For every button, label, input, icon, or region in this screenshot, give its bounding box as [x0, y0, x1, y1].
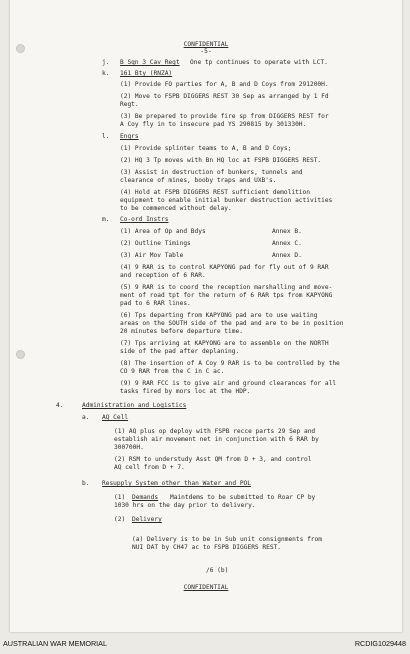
- text-line: 4.: [56, 402, 64, 409]
- text-line: l.: [102, 133, 110, 140]
- text-line: m.: [102, 216, 110, 223]
- text-line: Engrs: [120, 133, 139, 140]
- text-line: (2) Outline Timings: [120, 240, 191, 247]
- text-line: 20 minutes before departure time.: [120, 328, 243, 335]
- text-line: (2) Move to FSPB DIGGERS REST 30 Sep as arranged by 1 Fd: [120, 93, 329, 100]
- classification-footer: CONFIDENTIAL: [183, 584, 229, 591]
- archive-credit: AUSTRALIAN WAR MEMORIAL: [3, 639, 107, 648]
- text-line: (a) Delivery is to be in Sub unit consignments from: [132, 536, 322, 543]
- text-line: Annex D.: [272, 252, 302, 259]
- text-line: Delivery: [132, 516, 162, 523]
- text-line: (6) Tps departing from KAPYONG pad are to use waiting: [120, 312, 318, 319]
- text-line: Maintdems to be submitted to Roar CP by: [170, 494, 316, 501]
- text-line: (1) AQ plus op deploy with FSPB recce parts 29 Sep and: [114, 428, 316, 435]
- text-line: AQ Cell: [102, 414, 129, 421]
- text-line: pad to 6 RAR lines.: [120, 300, 191, 307]
- text-line: j.: [102, 59, 110, 66]
- text-line: CO 9 RAR from the C in C ac.: [120, 368, 225, 375]
- text-line: (2) RSM to understudy Asst QM from D + 3, and control: [114, 456, 312, 463]
- text-line: (1) Provide splinter teams to A, B and D Coys;: [120, 145, 292, 152]
- text-line: (2) HQ 3 Tp moves with Bn HQ loc at FSPB DIGGERS REST.: [120, 157, 322, 164]
- text-line: ment of road tpt for the return of 6 RAR tps from KAPYONG: [120, 292, 333, 299]
- text-line: B Sqn 3 Cav Regt: [120, 59, 180, 66]
- text-line: (1) Area of Op and Bdys: [120, 228, 206, 235]
- text-line: b.: [82, 480, 90, 487]
- text-line: (9) 9 RAR FCC is to give air and ground clearances for all: [120, 380, 337, 387]
- text-line: to be commenced without delay.: [120, 205, 232, 212]
- page-marker: -5-: [200, 48, 212, 55]
- document-page: [10, 0, 402, 632]
- text-line: AQ cell from D + 7.: [114, 464, 185, 471]
- punch-hole: [16, 350, 25, 359]
- text-line: (1) Provide FO parties for A, B and D Coys from 291200H.: [120, 81, 329, 88]
- text-line: (5) 9 RAR is to coord the reception marshalling and move-: [120, 284, 333, 291]
- text-line: One tp continues to operate with LCT.: [190, 59, 328, 66]
- text-line: Administration and Logistics: [82, 402, 187, 409]
- text-line: (8) The insertion of A Coy 9 RAR is to be controlled by the: [120, 360, 340, 367]
- text-line: side of the pad after deplaning.: [120, 348, 240, 355]
- text-line: tasks fired by mors loc at the HDP.: [120, 388, 251, 395]
- text-line: (1): [114, 494, 126, 501]
- text-line: areas on the SOUTH side of the pad and are to be in position: [120, 320, 344, 327]
- text-line: (3) Assist in destruction of bunkers, tunnels and: [120, 169, 303, 176]
- text-line: (7) Tps arriving at KAPYONG are to assemble on the NORTH: [120, 340, 329, 347]
- text-line: 161 Bty (RNZA): [120, 70, 173, 77]
- text-line: clearance of mines, booby traps and UXB's.: [120, 177, 277, 184]
- text-line: A Coy fly in to insecure pad YS 290815 by 301330H.: [120, 121, 307, 128]
- text-line: Resupply System other than Water and POL: [102, 480, 252, 487]
- text-line: Demands: [132, 494, 159, 501]
- text-line: (2): [114, 516, 126, 523]
- text-line: a.: [82, 414, 90, 421]
- text-line: NUI DAT by CH47 ac to FSPB DIGGERS REST.: [132, 544, 282, 551]
- text-line: and reception of 6 RAR.: [120, 272, 206, 279]
- continuation-marker: /6 (b): [206, 567, 229, 574]
- text-line: Regt.: [120, 101, 139, 108]
- text-line: 1030 hrs on the day prior to delivery.: [114, 502, 256, 509]
- text-line: equipment to enable initial bunker destruction activities: [120, 197, 333, 204]
- classification-header: CONFIDENTIAL: [183, 41, 229, 48]
- text-line: (4) Hold at FSPB DIGGERS REST sufficient demolition: [120, 189, 310, 196]
- text-line: Annex B.: [272, 228, 302, 235]
- text-line: Co-ord Instrs: [120, 216, 169, 223]
- text-line: establish air movement net in conjunction with 6 RAR by: [114, 436, 319, 443]
- text-line: (3) Be prepared to provide fire sp from DIGGERS REST for: [120, 113, 329, 120]
- text-line: 300700H.: [114, 444, 144, 451]
- text-line: (4) 9 RAR is to control KAPYONG pad for fly out of 9 RAR: [120, 264, 329, 271]
- text-line: (3) Air Mov Table: [120, 252, 184, 259]
- text-line: Annex C.: [272, 240, 302, 247]
- archive-reference-id: RCDIG1029448: [354, 639, 406, 648]
- text-line: k.: [102, 70, 110, 77]
